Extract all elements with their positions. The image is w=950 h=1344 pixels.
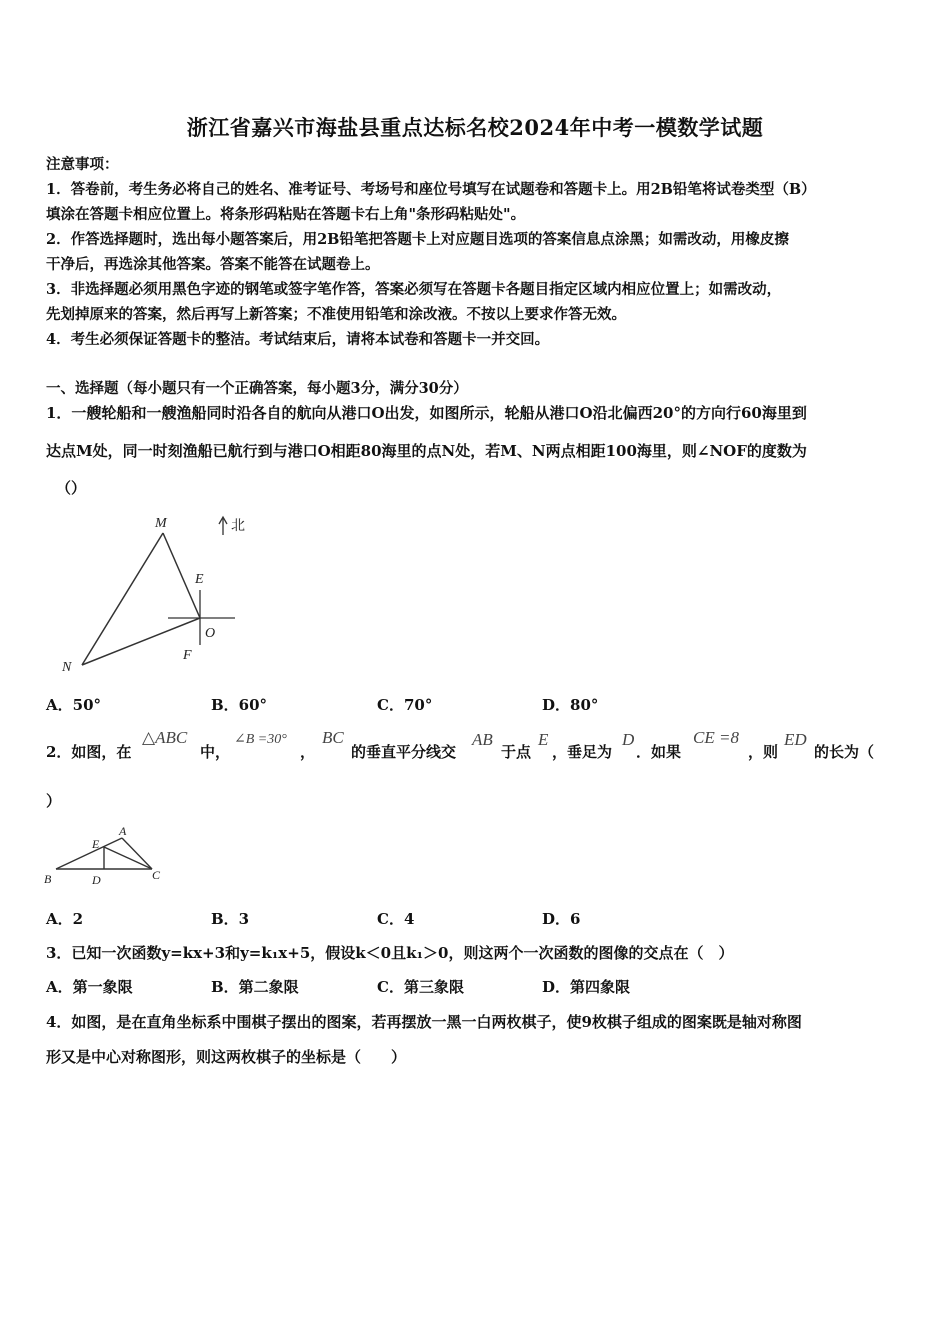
label-m: M	[155, 516, 167, 531]
q3-text: 3．已知一次函数y=kx+3和y=k₁x+5，假设k＜0且k₁＞0，则这两个一次函数的图像的交点在（ ）	[46, 944, 734, 962]
q2-close: ）	[46, 792, 62, 810]
q2-math: ∠B =30°	[234, 732, 287, 747]
q2-option-a[interactable]: A．2	[46, 910, 84, 928]
q2-text: 中，	[200, 743, 231, 761]
q2-math: CE =8	[693, 728, 739, 747]
q1-figure	[50, 505, 260, 680]
q3-option-a[interactable]: A．第一象限	[46, 978, 133, 996]
q2-math: △ABC	[142, 728, 188, 747]
label-b: B	[44, 872, 52, 886]
q1-option-a[interactable]: A．50°	[46, 696, 102, 714]
q1-option-b[interactable]: B．60°	[211, 696, 268, 714]
section-heading: 一、选择题（每小题只有一个正确答案，每小题3分，满分30分）	[46, 380, 468, 397]
q1-blank: （）	[56, 479, 87, 497]
segment-mn	[82, 533, 163, 665]
q2-math: ED	[784, 730, 807, 749]
q2-text: 的长为（	[814, 743, 875, 761]
notice-line: 1．答卷前，考生务必将自己的姓名、准考证号、考场号和座位号填写在试题卷和答题卡上。用2B铅笔将试卷类型（B）	[46, 181, 816, 198]
q2-option-b[interactable]: B．3	[211, 910, 250, 928]
segment-ba	[56, 838, 122, 869]
q2-text: ，垂足为	[552, 743, 613, 761]
q2-text: ．如果	[636, 743, 682, 761]
q4-line: 形又是中心对称图形，则这两枚棋子的坐标是（ ）	[46, 1048, 407, 1066]
q2-text: 的垂直平分线交	[351, 743, 457, 761]
q1-line: 达点M处，同一时刻渔船已航行到与港口O相距80海里的点N处，若M、N两点相距100海里，则∠NOF的度数为	[46, 442, 807, 460]
notice-heading: 注意事项：	[46, 156, 119, 173]
label-f: F	[183, 648, 192, 663]
notice-line: 2．作答选择题时，选出每小题答案后，用2B铅笔把答题卡上对应题目选项的答案信息点涂黑；如需改动，用橡皮擦	[46, 231, 789, 248]
q3-option-c[interactable]: C．第三象限	[377, 978, 464, 996]
q4-line: 4．如图，是在直角坐标系中围棋子摆出的图案，若再摆放一黑一白两枚棋子，使9枚棋子组成的图案既是轴对称图	[46, 1013, 802, 1031]
label-a: A	[119, 824, 127, 838]
q1-line: 1．一艘轮船和一艘渔船同时沿各自的航向从港口O出发，如图所示，轮船从港口O沿北偏西20°的方向行60海里到	[46, 404, 807, 422]
segment-ac	[122, 838, 152, 869]
notice-line: 4．考生必须保证答题卡的整洁。考试结束后，请将本试卷和答题卡一并交回。	[46, 331, 550, 348]
segment-ec	[104, 847, 152, 869]
label-d: D	[92, 873, 101, 887]
q2-math: D	[622, 730, 635, 749]
notice-line: 3．非选择题必须用黑色字迹的钢笔或签字笔作答，答案必须写在答题卡各题目指定区域内相应位置上；如需改动，	[46, 281, 782, 298]
q2-text: 于点	[501, 743, 532, 761]
q2-option-d[interactable]: D．6	[542, 910, 581, 928]
q2-figure	[42, 822, 172, 890]
label-c: C	[152, 868, 161, 882]
q2-math: E	[538, 730, 549, 749]
label-o: O	[205, 626, 216, 641]
q2-text: ，	[300, 743, 316, 761]
notice-line: 填涂在答题卡相应位置上。将条形码粘贴在答题卡右上角"条形码粘贴处"。	[46, 206, 526, 223]
q2-option-c[interactable]: C．4	[377, 910, 415, 928]
q2-prefix: 2．如图，在	[46, 743, 132, 761]
q2-math: AB	[472, 730, 493, 749]
label-e: E	[195, 572, 204, 587]
q2-math: BC	[322, 728, 344, 747]
q3-option-b[interactable]: B．第二象限	[211, 978, 299, 996]
q2-text: ，则	[748, 743, 779, 761]
q1-option-c[interactable]: C．70°	[377, 696, 433, 714]
label-north: 北	[231, 519, 245, 534]
label-e: E	[92, 837, 100, 851]
q3-option-d[interactable]: D．第四象限	[542, 978, 631, 996]
notice-line: 干净后，再选涂其他答案。答案不能答在试题卷上。	[46, 256, 380, 273]
notice-line: 先划掉原来的答案，然后再写上新答案；不准使用铅笔和涂改液。不按以上要求作答无效。	[46, 306, 626, 323]
page-title: 浙江省嘉兴市海盐县重点达标名校2024年中考一模数学试题	[186, 115, 764, 140]
label-n: N	[62, 660, 72, 675]
q1-option-d[interactable]: D．80°	[542, 696, 599, 714]
